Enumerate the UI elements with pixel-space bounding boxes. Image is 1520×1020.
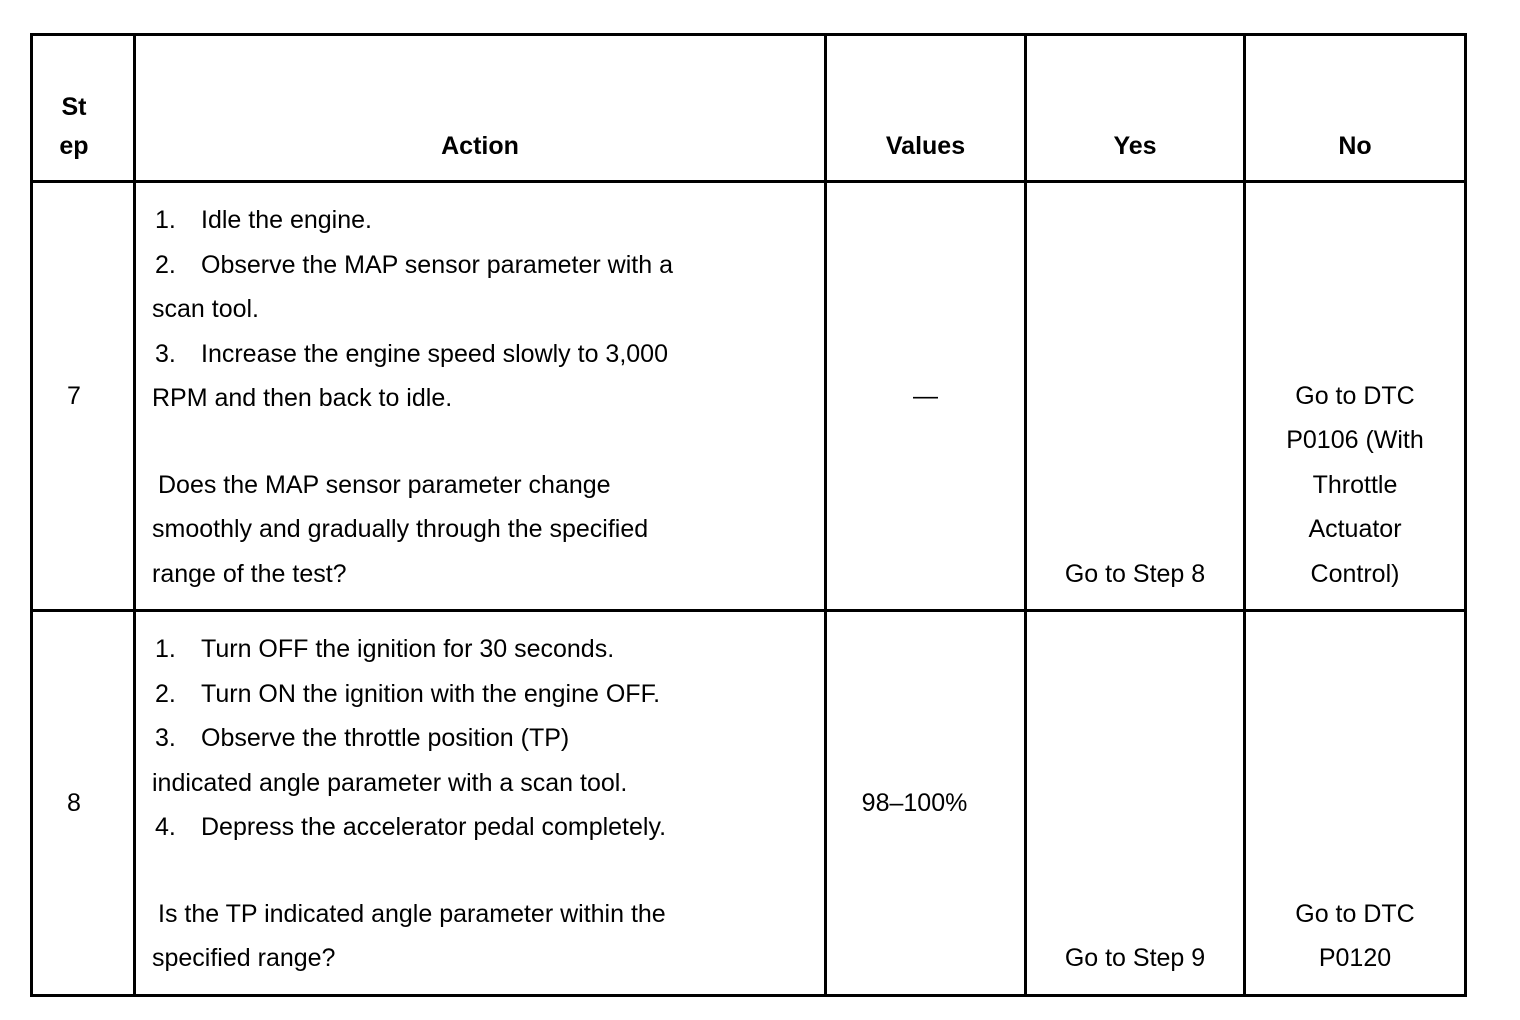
header-row: [32, 35, 1466, 182]
action-item-cont: scan tool.: [152, 295, 260, 323]
action-item: 4. Depress the accelerator pedal completely.: [155, 813, 667, 841]
header-action: Action: [135, 35, 826, 182]
values-cell: —: [826, 182, 1026, 611]
yes-cell: [1026, 182, 1245, 611]
no-line[interactable]: Go to DTC: [1295, 899, 1415, 928]
action-question-cont: specified range?: [152, 944, 336, 972]
header-yes: Yes: [1026, 35, 1245, 182]
step-number: 7: [32, 182, 135, 611]
action-question: Is the TP indicated angle parameter within the: [158, 899, 666, 928]
no-cell: [1245, 611, 1466, 996]
header-no: No: [1245, 35, 1466, 182]
values-cell: 98–100%: [826, 611, 1026, 996]
yes-cell: [1026, 611, 1245, 996]
action-question: Does the MAP sensor parameter change: [158, 470, 611, 499]
header-step-line2: ep: [59, 132, 89, 160]
action-cell: [135, 182, 826, 611]
action-question-cont: smoothly and gradually through the specified: [152, 515, 649, 543]
no-line[interactable]: Go to DTC: [1295, 381, 1415, 410]
yes-link[interactable]: Go to Step 9: [1064, 944, 1206, 972]
action-cell: [135, 611, 826, 996]
action-item: 3. Increase the engine speed slowly to 3,000: [155, 339, 668, 368]
header-values: Values: [826, 35, 1026, 182]
action-item-cont: indicated angle parameter with a scan tool.: [152, 768, 628, 797]
no-line[interactable]: Actuator: [1308, 515, 1402, 543]
action-item: 3. Observe the throttle position (TP): [155, 724, 570, 752]
action-item: 1. Turn OFF the ignition for 30 seconds.: [155, 635, 615, 663]
action-question-cont: range of the test?: [152, 559, 347, 588]
table-row-step-7: [32, 182, 1466, 611]
no-line[interactable]: P0120: [1318, 944, 1392, 972]
action-item: 1. Idle the engine.: [155, 206, 372, 234]
yes-link[interactable]: Go to Step 8: [1064, 559, 1206, 588]
no-line[interactable]: Control): [1310, 559, 1400, 588]
action-item-cont: RPM and then back to idle.: [152, 384, 453, 412]
no-cell: [1245, 182, 1466, 611]
action-item: 2. Turn ON the ignition with the engine OFF.: [155, 679, 661, 708]
header-step-line1: St: [61, 93, 87, 121]
diagnostic-table: [30, 33, 1467, 997]
no-line[interactable]: Throttle: [1312, 470, 1398, 499]
no-line[interactable]: P0106 (With: [1286, 426, 1424, 454]
step-number: 8: [32, 611, 135, 996]
action-item: 2. Observe the MAP sensor parameter with a: [155, 250, 673, 279]
header-step: [32, 35, 135, 182]
table-row-step-8: [32, 611, 1466, 996]
